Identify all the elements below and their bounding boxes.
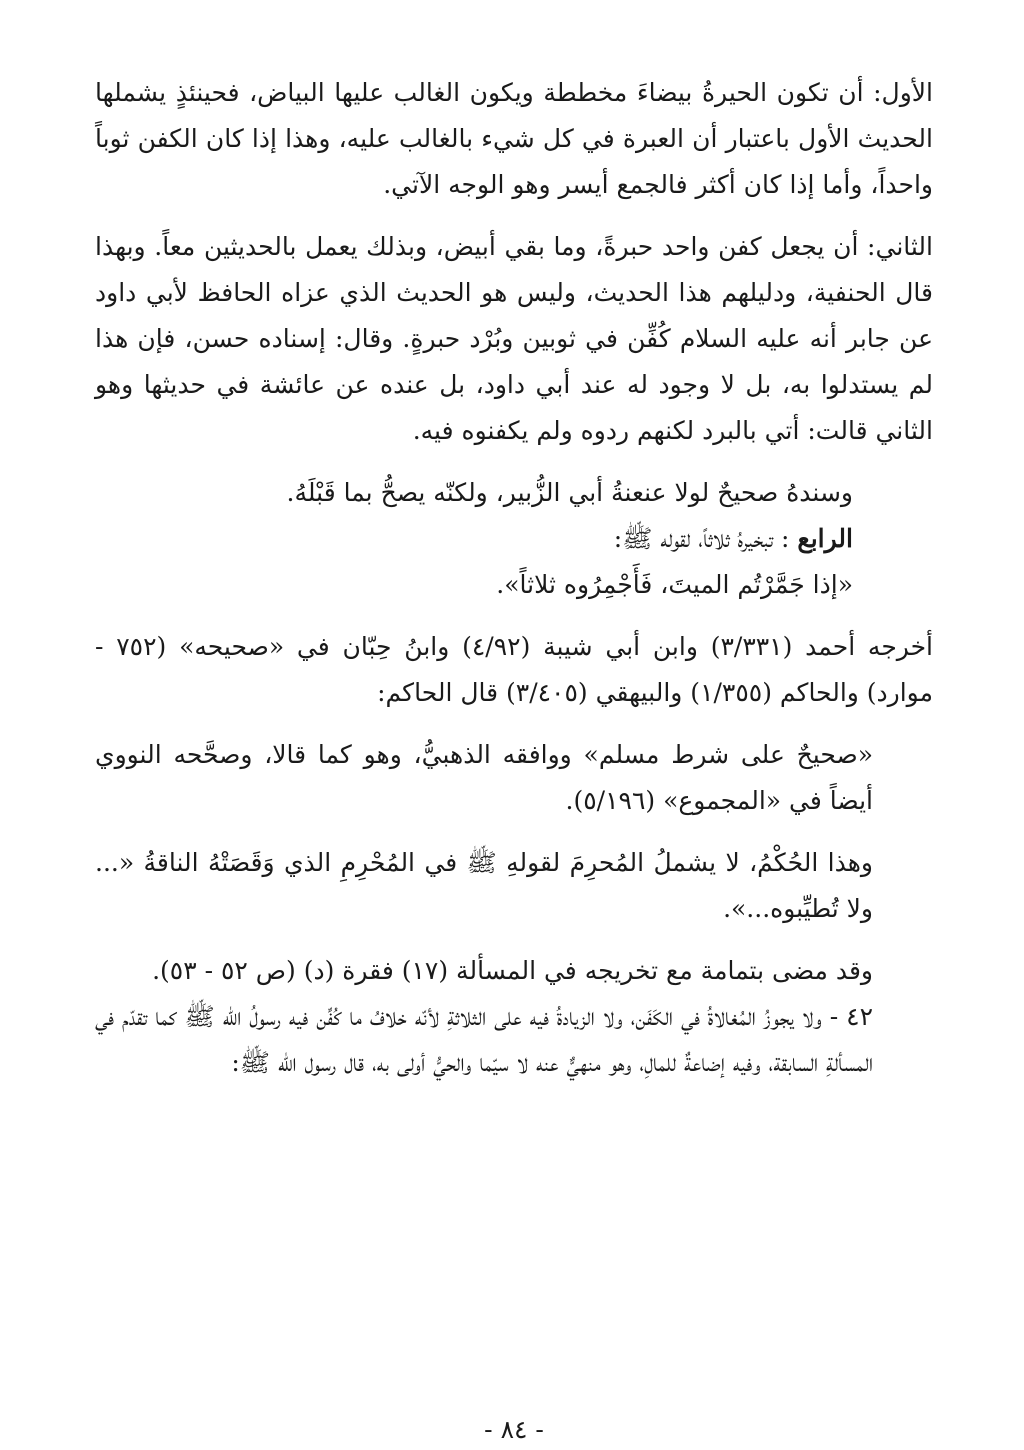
paragraph-sanad: وسندهُ صحيحٌ لولا عنعنةُ أبي الزُّبير، ولكنّه يصحُّ بما قَبْلَهُ. (286, 478, 853, 507)
document-page (95, 70, 933, 1444)
paragraph-takhrij: أخرجه أحمد (٣/٣٣١) وابن أبي شيبة (٤/٩٢) وابنُ حِبّان في «صحيحه» (٧٥٢ - موارد) والحاكم (١/٣٥٥) والبيهقي (٣/٤٠٥) قال الحاكم: (95, 632, 933, 707)
heading-rabi: الرابع (797, 524, 853, 553)
page-number: - ٨٤ - (484, 1415, 544, 1444)
paragraph-muhrim: وهذا الحُكْمُ، لا يشملُ المُحرِمَ لقولهِ ﷺ في المُحْرِمِ الذي وَقَصَتْهُ الناقةُ «... ولا تُطيِّبوه...». (95, 848, 873, 923)
paragraph-previous-reference: وقد مضى بتمامة مع تخريجه في المسألة (١٧) فقرة (د) (ص ٥٢ - ٥٣). (152, 956, 873, 985)
paragraph-fourth-heading: الرابع : تبخيرهُ ثلاثاً، لقوله ﷺ: (613, 524, 853, 553)
paragraph-fourth-text: تبخيرهُ ثلاثاً، لقوله ﷺ: (613, 524, 774, 553)
paragraph-hakim-quote: «صحيحٌ على شرط مسلم» ووافقه الذهبيُّ، وهو كما قالا، وصحَّحه النووي أيضاً في «المجموع» (٥/١٩٦). (95, 740, 873, 815)
paragraph-first-method: الأول: أن تكون الحيرةُ بيضاءَ مخططة ويكون الغالب عليها البياض، فحينئذٍ يشملها الحديث الأول باعتبار أن العبرة في كل شيء بالغالب عليه، وهذا إذا كان الكفن ثوباً واحداً، وأما إذا كان أكثر فالجمع أيسر وهو الوجه الآتي. (95, 78, 933, 199)
paragraph-second-method: الثاني: أن يجعل كفن واحد حبرةً، وما بقي أبيض، وبذلك يعمل بالحديثين معاً. وبهذا قال الحنفية، ودليلهم هذا الحديث، وليس هو الحديث الذي عزاه الحافظ لأبي داود عن جابر أنه عليه السلام كُفِّن في ثوبين وبُرْد حبرةٍ. وقال: إسناده حسن، فإن هذا لم يستدلوا به، بل لا وجود له عند أبي داود، بل عنده عن عائشة في حديثها وهو الثاني قالت: أتي بالبرد لكنهم ردوه ولم يكفنوه فيه. (95, 232, 933, 445)
paragraph-42-extravagance: ٤٢ - ولا يجوزُ المُغالاةُ في الكَفَن، ولا الزيادةُ فيه على الثلاثةِ لأنّه خلافُ ما كُفِّن فيه رسولُ الله ﷺ كما تقدّم في المسألةِ السابقة، وفيه إضاعةٌ للمالِ، وهو منهيٌّ عنه لا سيّما والحيُّ أولى به، قال رسول الله ﷺ: (95, 1002, 873, 1077)
hadith-quote: «إذا جَمَّرْتُم الميتَ، فَأَجْمِرُوه ثلاثاً». (496, 570, 853, 599)
